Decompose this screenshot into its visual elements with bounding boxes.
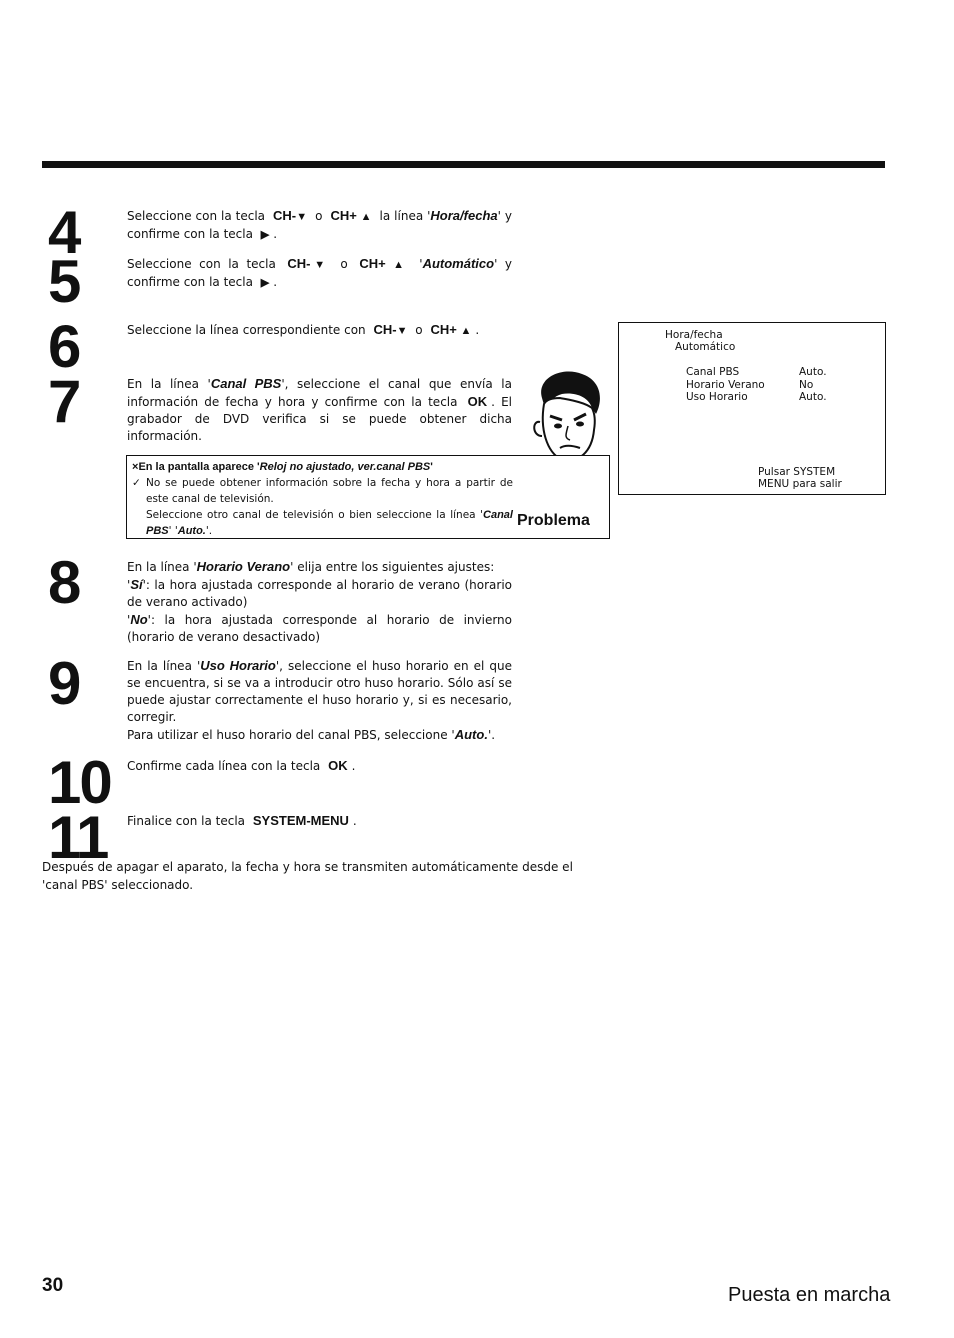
step-number-6: 6 <box>48 313 80 380</box>
option-horario-verano: Horario Verano <box>196 559 291 574</box>
step-5-text: Seleccione con la tecla CH-▼ o CH+ ▲ 'Automático' y confirme con la tecla ▶ . <box>127 256 513 289</box>
osd-row-label: Canal PBS <box>686 366 740 378</box>
option-auto: Auto. <box>454 727 488 742</box>
osd-hint: Pulsar SYSTEM <box>758 466 836 478</box>
key-ch-plus: CH+ ▲ <box>430 322 472 337</box>
down-triangle-icon: ▼ <box>296 211 308 223</box>
key-ch-minus: CH-▼ <box>287 256 329 271</box>
step-6-text: Seleccione la línea correspondiente con CH-▼ o CH+ ▲ . <box>127 322 480 337</box>
problem-label: Problema <box>517 512 590 529</box>
step-number-5: 5 <box>48 248 80 315</box>
right-triangle-icon: ▶ <box>260 277 270 289</box>
check-mark-icon: ✓ <box>132 477 141 489</box>
key-system-menu: SYSTEM-MENU <box>252 813 349 828</box>
osd-row-value: Auto. <box>799 366 827 378</box>
osd-title: Hora/fecha <box>665 329 723 341</box>
step-number-4: 4 <box>48 199 80 266</box>
key-ch-minus: CH-▼ <box>272 208 308 223</box>
up-triangle-icon: ▲ <box>460 325 472 337</box>
osd-row-value: No <box>799 379 814 391</box>
osd-screen <box>618 322 886 495</box>
footnote: Después de apagar el aparato, la fecha y hora se transmiten automáticamente desde el 'canal PBS' seleccionado. <box>42 860 573 892</box>
down-triangle-icon: ▼ <box>310 259 329 271</box>
option-si: Sí <box>130 577 143 592</box>
page-number: 30 <box>42 1275 64 1296</box>
step-8-text: En la línea 'Horario Verano' elija entre los siguientes ajustes: 'Sí': la hora ajustada corresponde al horario de verano (horario de verano activado) 'No': la hora ajustada corresponde al horario de invierno (horario de verano desactivado) <box>127 559 512 644</box>
down-triangle-icon: ▼ <box>396 325 408 337</box>
header-rule <box>42 161 885 168</box>
option-automatico: Automático <box>422 256 495 271</box>
option-hora-fecha: Hora/fecha <box>430 208 498 223</box>
step-10-text: Confirme cada línea con la tecla OK . <box>127 758 356 773</box>
key-ch-plus: CH+ ▲ <box>359 256 408 271</box>
osd-hint: MENU para salir <box>758 478 842 490</box>
step-number-9: 9 <box>48 650 80 717</box>
option-no: No <box>130 612 148 627</box>
problem-solution-2: Seleccione otro canal de televisión o bien seleccione la línea 'Canal PBS' 'Auto.'. <box>146 509 513 537</box>
step-9-text: En la línea 'Uso Horario', seleccione el huso horario en el que se encuentra, si se va a introducir otro huso horario. Sólo así se puede ajustar correctamente el huso horario y, si es necesario, corregir. Para utilizar el huso horario del canal PBS, seleccione 'Auto.'. <box>127 658 512 742</box>
key-ok: OK <box>467 394 488 409</box>
up-triangle-icon: ▲ <box>393 259 408 271</box>
section-title: Puesta en marcha <box>728 1284 891 1306</box>
step-number-10: 10 <box>48 749 111 816</box>
up-triangle-icon: ▲ <box>360 211 372 223</box>
problem-solution-1: ✓ No se puede obtener información sobre la fecha y hora a partir de este canal de televisión. <box>132 477 513 505</box>
key-ch-plus: CH+ ▲ <box>330 208 372 223</box>
right-triangle-icon: ▶ <box>260 229 270 241</box>
x-mark-icon: × <box>132 461 139 473</box>
osd-row-label: Uso Horario <box>686 391 748 403</box>
step-4-text: Seleccione con la tecla CH-▼ o CH+ ▲ la línea 'Hora/fecha' y confirme con la tecla ▶ . <box>127 208 512 241</box>
step-7-text: En la línea 'Canal PBS', seleccione el canal que envía la información de fecha y hora y confirme con la tecla OK . El grabador de DVD verifica si se puede obtener dicha información. <box>127 376 512 443</box>
step-number-8: 8 <box>48 549 80 616</box>
osd-row-value: Auto. <box>799 391 827 403</box>
step-11-text: Finalice con la tecla SYSTEM-MENU . <box>127 813 357 828</box>
key-ch-minus: CH-▼ <box>373 322 408 337</box>
osd-row-label: Horario Verano <box>686 379 765 391</box>
option-uso-horario: Uso Horario <box>200 658 276 673</box>
step-number-7: 7 <box>48 368 80 435</box>
problem-heading: ×En la pantalla aparece 'Reloj no ajustado, ver.canal PBS' <box>132 461 433 473</box>
key-ok: OK <box>328 758 348 773</box>
option-canal-pbs: Canal PBS <box>210 376 282 391</box>
osd-subtitle: Automático <box>675 341 736 353</box>
step-number-11: 11 <box>48 804 108 871</box>
